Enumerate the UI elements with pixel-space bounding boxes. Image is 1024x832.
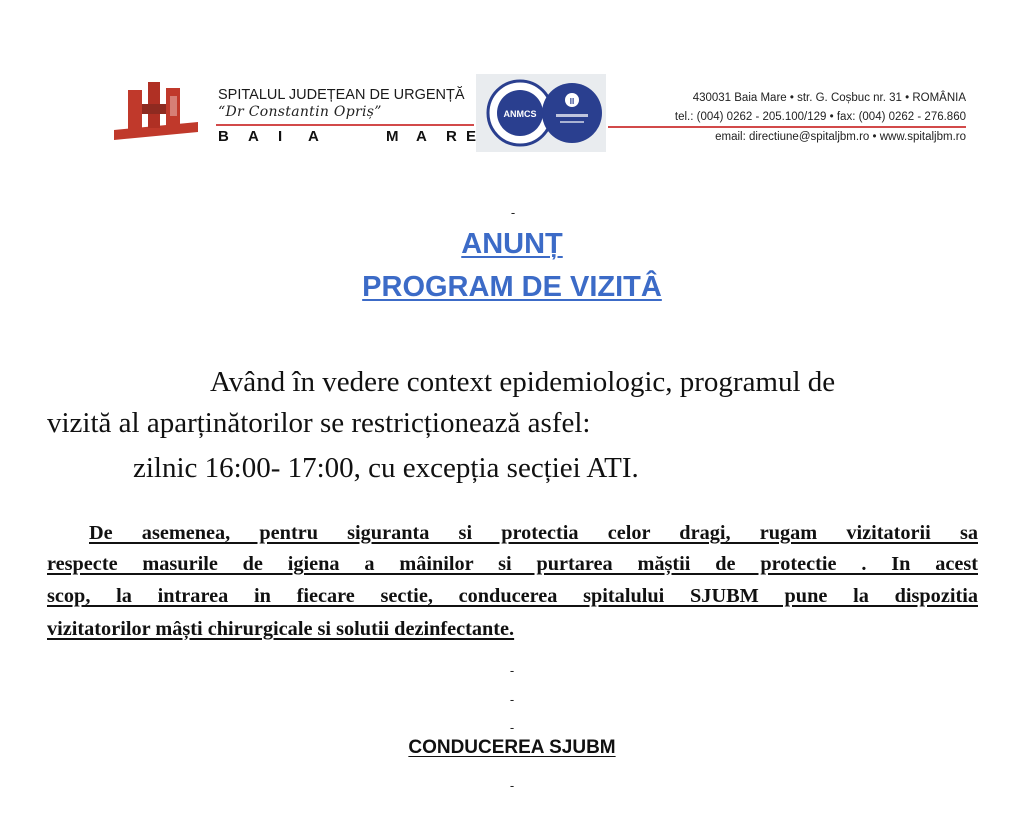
- accreditation-badges: [476, 74, 606, 152]
- hospital-patron-name: “Dr Constantin Opriș”: [218, 104, 382, 120]
- accreditation-seal-icon: [476, 74, 606, 152]
- hospital-email-web: email: directiune@spitaljbm.ro • www.spitaljbm.ro: [715, 131, 966, 143]
- header-divider-right: [608, 126, 966, 128]
- hospital-name: SPITALUL JUDEȚEAN DE URGENȚĂ: [218, 87, 465, 103]
- separator-dash: -: [510, 205, 516, 220]
- separator-dash: -: [509, 692, 515, 707]
- badge-anmcs-label: ANMCS: [503, 109, 537, 119]
- safety-notice-line1: De asemenea, pentru siguranta si protectia celor dragi, rugam vizitatorii sa: [89, 522, 978, 544]
- safety-notice-line3: scop, la intrarea in fiecare sectie, conducerea spitalului SJUBM pune la dispozitia: [47, 585, 978, 607]
- header-divider-left: [216, 124, 474, 126]
- separator-dash: -: [509, 720, 515, 735]
- announcement-subtitle: PROGRAM DE VIZITÂ: [362, 271, 662, 303]
- hospital-city: B A I A M A R E: [218, 128, 477, 145]
- intro-paragraph-line1: Având în vedere context epidemiologic, programul de: [210, 366, 836, 398]
- separator-dash: -: [509, 778, 515, 793]
- hospital-logo-icon: [114, 78, 198, 142]
- signature-block: CONDUCEREA SJUBM: [408, 737, 616, 758]
- hospital-phone-fax: tel.: (004) 0262 - 205.100/129 • fax: (004) 0262 - 276.860: [674, 111, 966, 123]
- announcement-title: ANUNȚ: [461, 228, 563, 260]
- separator-dash: -: [509, 663, 515, 678]
- safety-notice-line4: vizitatorilor mâști chirurgicale si solutii dezinfectante.: [47, 618, 515, 640]
- intro-paragraph-line2: vizită al aparținătorilor se restricționează asfel:: [47, 407, 591, 439]
- hospital-address: 430031 Baia Mare • str. G. Coșbuc nr. 31 • ROMÂNIA: [692, 92, 966, 104]
- visiting-hours: zilnic 16:00- 17:00, cu excepția secției ATI.: [133, 452, 639, 484]
- safety-notice-line2: respecte masurile de igiena a mâinilor si purtarea măștii de protectie . In acest: [47, 553, 978, 575]
- badge-level-label: II: [569, 97, 575, 106]
